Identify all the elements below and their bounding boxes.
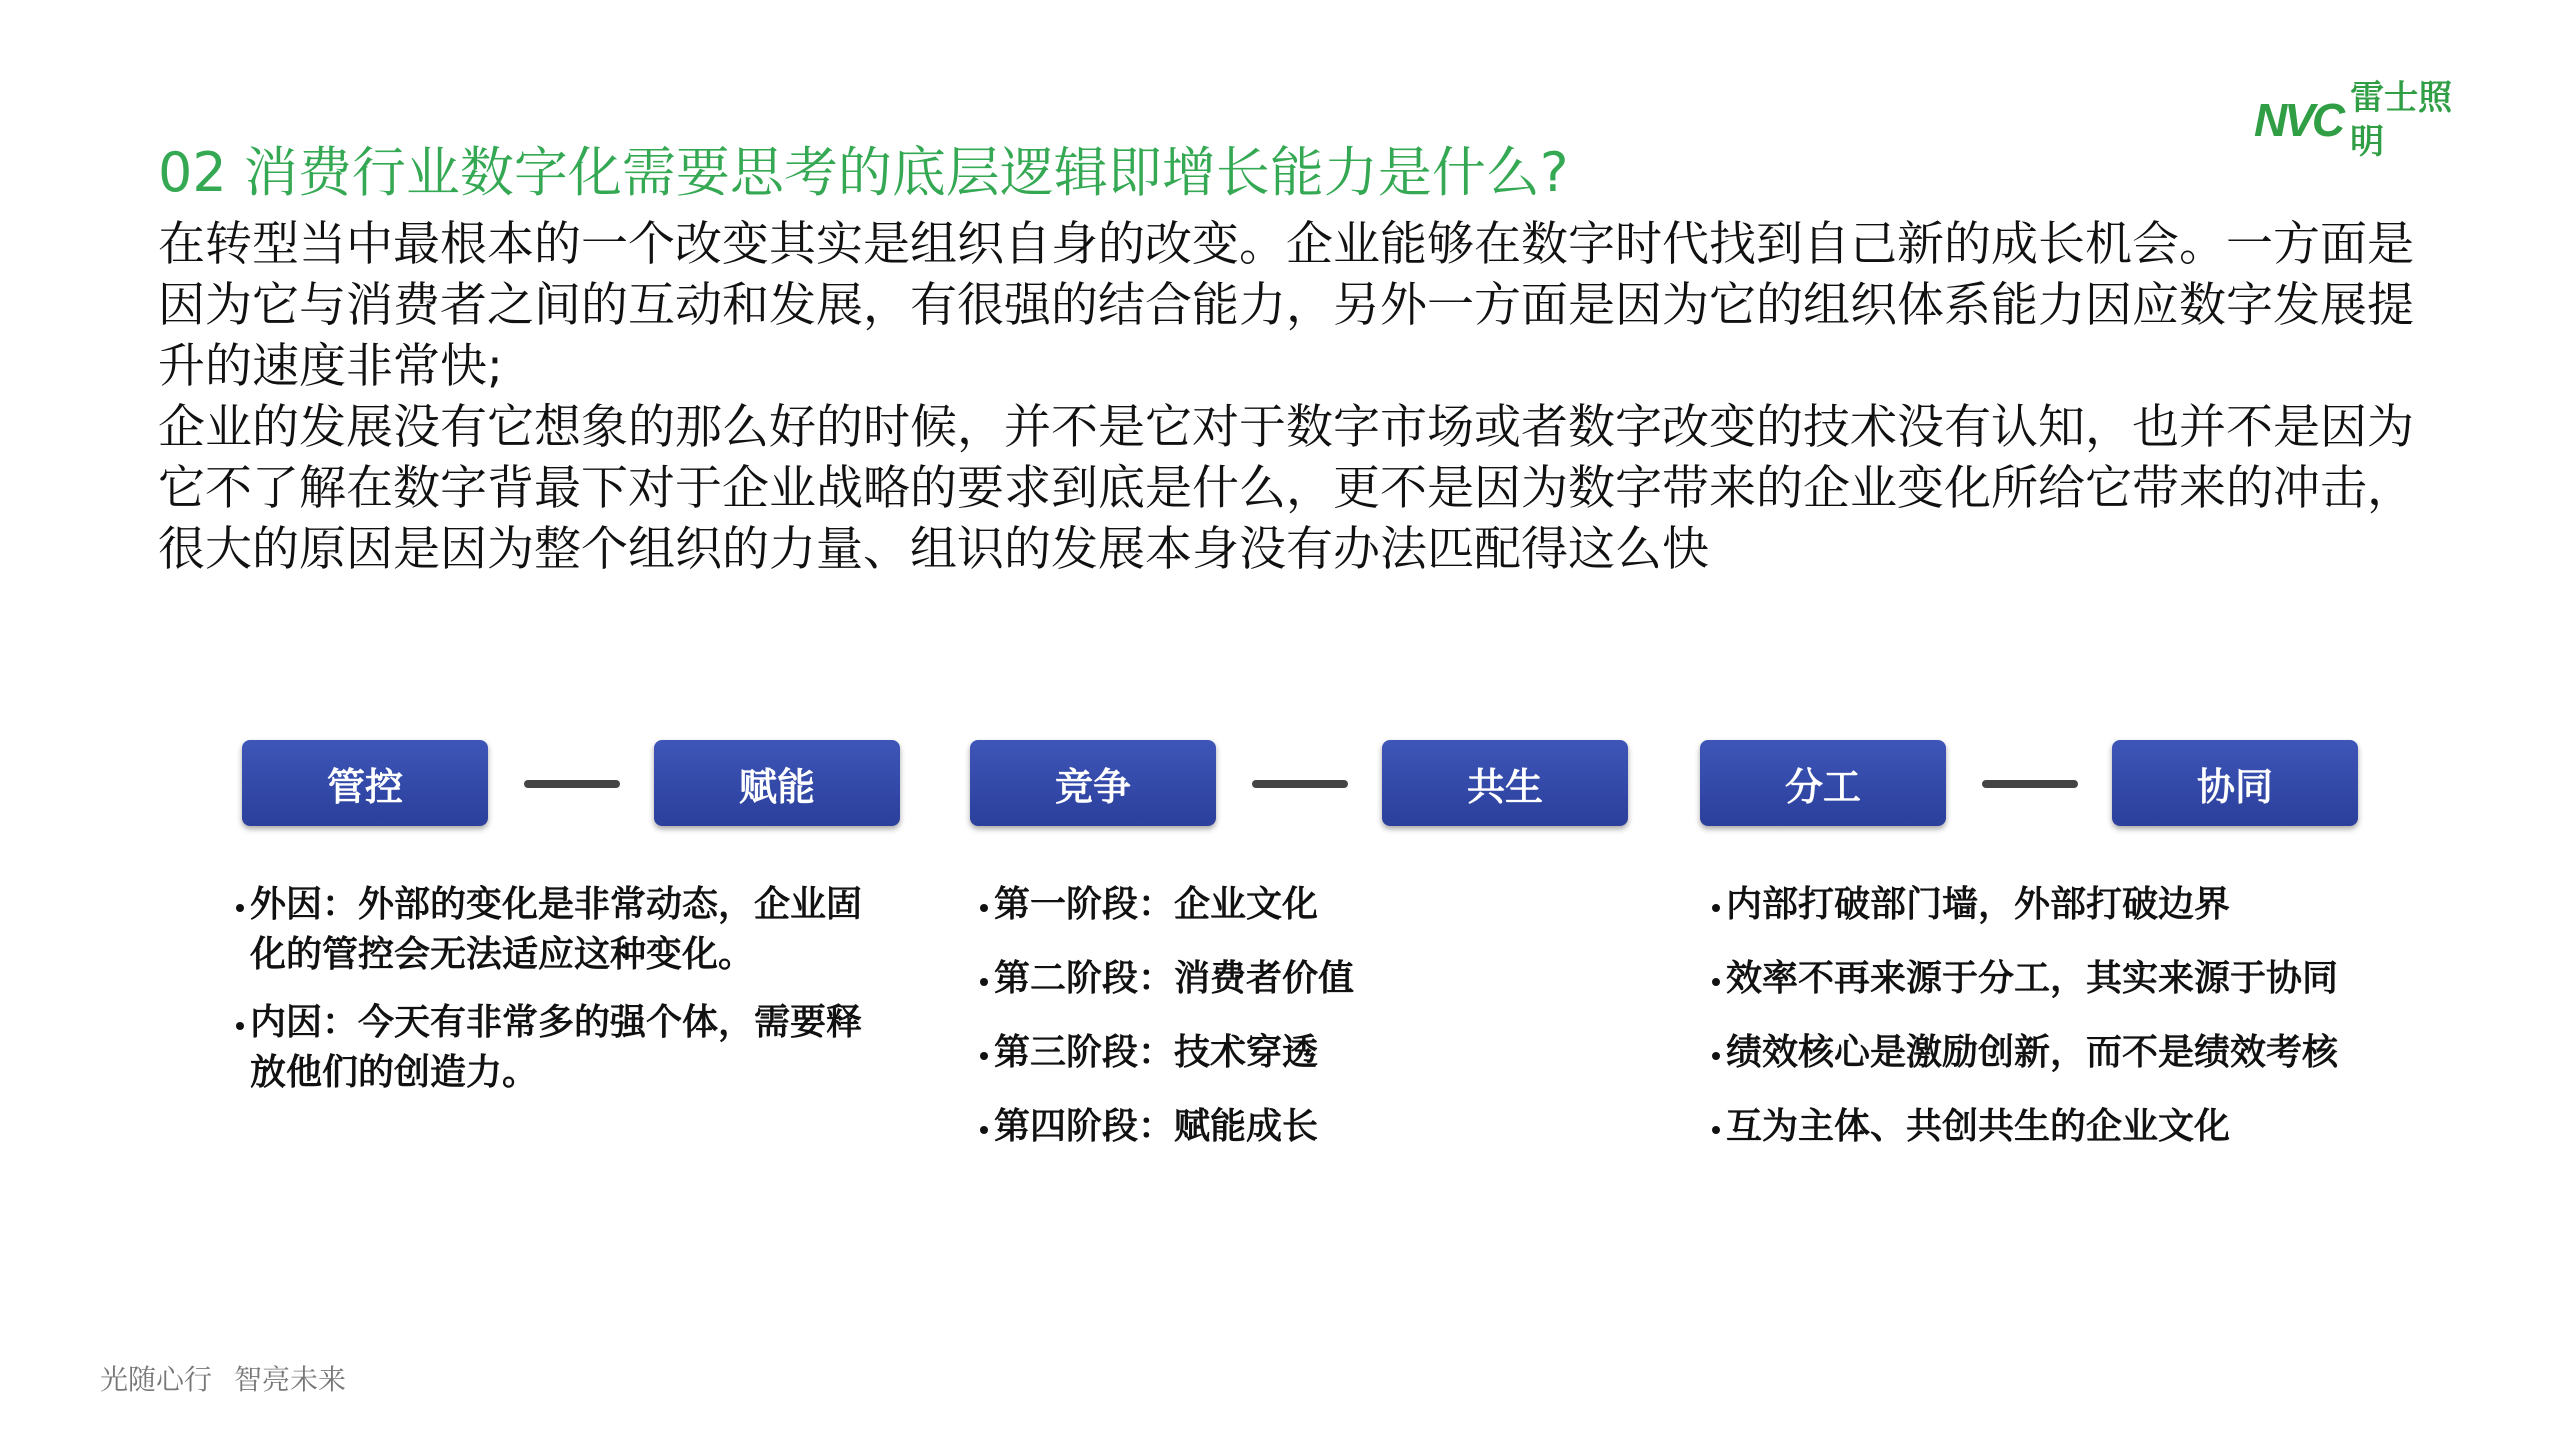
bullet-text: 效率不再来源于分工，其实来源于协同 <box>1726 958 2339 999</box>
bullet-icon <box>980 1052 988 1060</box>
bullet-icon <box>236 904 244 912</box>
bullet-icon <box>1712 1126 1720 1134</box>
transition-arrow <box>524 780 620 788</box>
body-text <box>158 214 2448 580</box>
transition-arrow <box>1252 780 1348 788</box>
list-item <box>980 1028 1500 1078</box>
bullet-icon <box>1712 904 1720 912</box>
bullet-icon <box>980 904 988 912</box>
bullet-icon <box>980 1126 988 1134</box>
footer-slogan-part: 智亮未来 <box>234 1363 347 1396</box>
bullet-text: 内部打破部门墙，外部打破边界 <box>1726 884 2231 925</box>
list-item <box>1712 954 2432 1004</box>
list-item <box>980 1102 1500 1152</box>
bullet-text: 第三阶段：技术穿透 <box>994 1032 1319 1073</box>
transition-to-box: 赋能 <box>654 740 900 826</box>
bullet-text: 互为主体、共创共生的企业文化 <box>1726 1106 2231 1147</box>
transition-from-box: 分工 <box>1700 740 1946 826</box>
list-item <box>1712 1028 2432 1078</box>
transition-arrow <box>1982 780 2078 788</box>
list-item <box>980 954 1500 1004</box>
bullet-text: 第一阶段：企业文化 <box>994 884 1319 925</box>
paragraph: 在转型当中最根本的一个改变其实是组织自身的改变。企业能够在数字时代找到自己新的成长机会。一方面是因为它与消费者之间的互动和发展，有很强的结合能力，另外一方面是因为它的组织体系能力因应数字发展提升的速度非常快; <box>158 217 2414 394</box>
slide-title: 02 消费行业数字化需要思考的底层逻辑即增长能力是什么? <box>158 141 1569 204</box>
footer-slogan-part: 光随心行 <box>100 1363 213 1396</box>
list-item <box>236 998 896 1098</box>
bullet-group-compete-symbiosis <box>980 880 1500 1176</box>
bullet-text: 内因：今天有非常多的强个体，需要释放他们的创造力。 <box>250 1002 863 1093</box>
bullet-icon <box>980 978 988 986</box>
footer-slogan <box>100 1358 346 1398</box>
bullet-group-control-empower <box>236 880 896 1116</box>
brand-logo <box>2254 78 2484 162</box>
list-item <box>980 880 1500 930</box>
list-item <box>236 880 896 980</box>
bullet-icon <box>1712 978 1720 986</box>
bullet-text: 第四阶段：赋能成长 <box>994 1106 1319 1147</box>
bullet-text: 第二阶段：消费者价值 <box>994 958 1355 999</box>
transition-to-box: 共生 <box>1382 740 1628 826</box>
brand-mark: NVC <box>2254 94 2343 146</box>
bullet-icon <box>1712 1052 1720 1060</box>
transition-from-box: 管控 <box>242 740 488 826</box>
bullet-group-division-collaboration <box>1712 880 2432 1176</box>
transition-to-box: 协同 <box>2112 740 2358 826</box>
brand-name: 雷士照明 <box>2350 78 2453 162</box>
bullet-icon <box>236 1022 244 1030</box>
bullet-text: 绩效核心是激励创新，而不是绩效考核 <box>1726 1032 2339 1073</box>
list-item <box>1712 880 2432 930</box>
transition-from-box: 竞争 <box>970 740 1216 826</box>
paragraph: 企业的发展没有它想象的那么好的时候，并不是它对于数字市场或者数字改变的技术没有认知，也并不是因为它不了解在数字背最下对于企业战略的要求到底是什么，更不是因为数字带来的企业变化所给它带来的冲击，很大的原因是因为整个组织的力量、组识的发展本身没有办法匹配得这么快 <box>158 400 2414 577</box>
bullet-text: 外因：外部的变化是非常动态，企业固化的管控会无法适应这种变化。 <box>250 884 863 975</box>
list-item <box>1712 1102 2432 1152</box>
